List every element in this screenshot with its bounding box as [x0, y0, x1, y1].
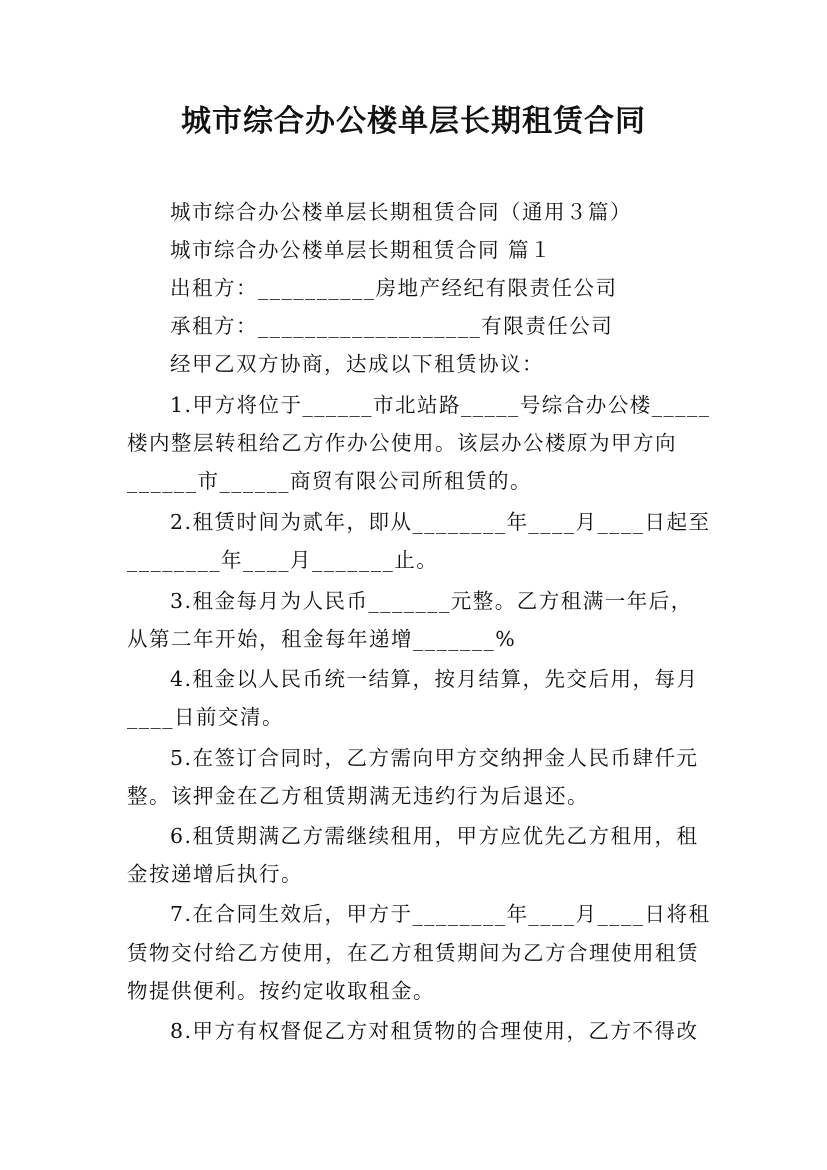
clause-6-line-1: 6.租赁期满乙方需继续租用，甲方应优先乙方租用，租 — [170, 824, 699, 848]
lessee-line: 承租方：___________________有限责任公司 — [170, 314, 614, 338]
clause-1-line-1: 1.甲方将位于______市北站路_____号综合办公楼_____ — [170, 393, 711, 417]
clause-7-line-1: 7.在合同生效后，甲方于________年____月____日将租 — [170, 902, 711, 926]
clause-8-line-1: 8.甲方有权督促乙方对租赁物的合理使用，乙方不得改 — [170, 1019, 699, 1043]
clause-6-line-2: 金按递增后执行。 — [127, 862, 303, 886]
section-heading: 城市综合办公楼单层长期租赁合同 篇１ — [170, 238, 553, 262]
agreement-intro: 经甲乙双方协商，达成以下租赁协议： — [170, 352, 544, 376]
clause-2-line-1: 2.租赁时间为贰年，即从________年____月____日起至 — [170, 510, 711, 534]
clause-7-line-3: 物提供便利。按约定收取租金。 — [127, 979, 435, 1003]
clause-1-line-3: ______市______商贸有限公司所租赁的。 — [127, 469, 532, 493]
subtitle-line: 城市综合办公楼单层长期租赁合同（通用３篇） — [170, 200, 632, 224]
clause-7-line-2: 赁物交付给乙方使用，在乙方租赁期间为乙方合理使用租赁 — [127, 941, 699, 965]
clause-2-line-2: ________年____月_______止。 — [127, 548, 439, 572]
clause-3-line-1: 3.租金每月为人民币_______元整。乙方租满一年后， — [170, 589, 693, 613]
clause-3-line-2: 从第二年开始，租金每年递增_______% — [127, 627, 517, 651]
clause-5-line-1: 5.在签订合同时，乙方需向甲方交纳押金人民币肆仟元 — [170, 746, 699, 770]
clause-5-line-2: 整。该押金在乙方租赁期满无违约行为后退还。 — [127, 784, 589, 808]
clause-4-line-2: ____日前交清。 — [127, 705, 284, 729]
lessor-line: 出租方：__________房地产经纪有限责任公司 — [170, 276, 618, 300]
clause-4-line-1: 4.租金以人民币统一结算，按月结算，先交后用，每月 — [170, 667, 699, 691]
clause-1-line-2: 楼内整层转租给乙方作办公使用。该层办公楼原为甲方向 — [127, 431, 677, 455]
document-title: 城市综合办公楼单层长期租赁合同 — [181, 104, 646, 139]
